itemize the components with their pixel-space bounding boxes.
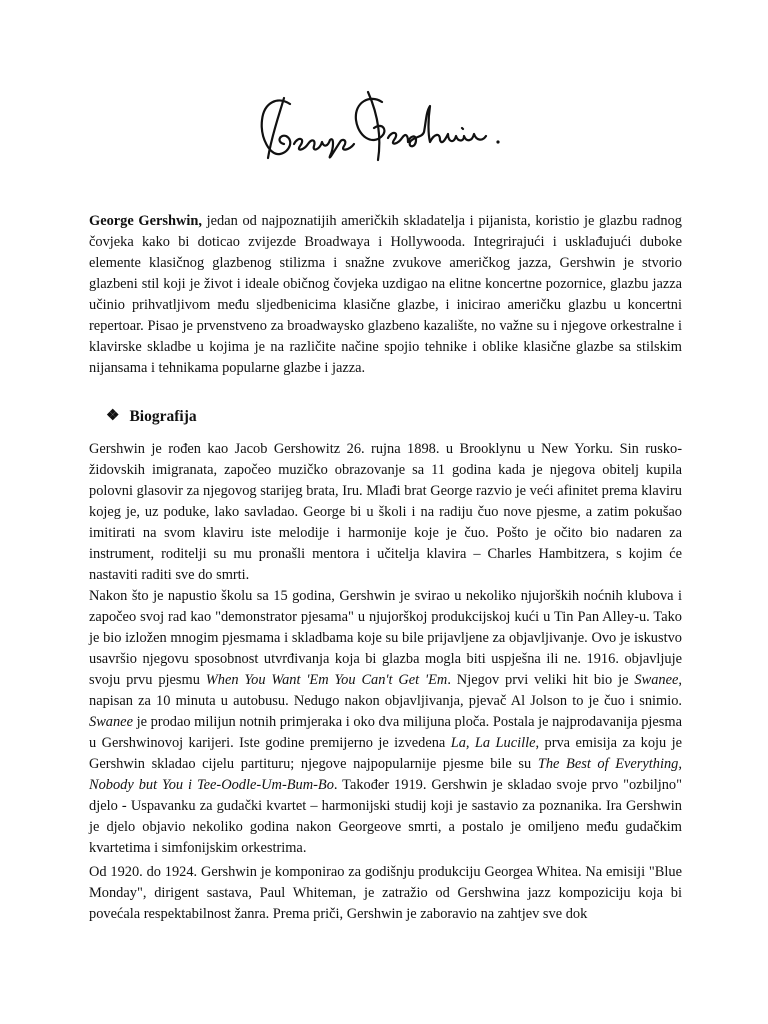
biography-paragraph-2	[89, 586, 682, 859]
section-title: Biografija	[129, 408, 197, 425]
p2-part-a: Nakon što je napustio školu sa 15 godina, Gershwin je svirao u nekoliko njujorških noćnih klubova i započeo svoj rad kao "demonstrator pjesama" u njujorškoj produkcijskoj kući u Tin Pan Alley-u. Tako je bio izložen mnogim pjesmama i skladbama koje su bile prijavljene za objavljivanje. Ovo je iskustvo usavršio njegovu sposobnost utvrđivanja koja bi glazba mogla biti uspješna ili ne. 1916. objavljuje svoju prvu pjesmu	[89, 588, 682, 688]
p2-part-f: . Također 1919. Gershwin je skladao svoje prvo "ozbiljno" djelo - Uspavanku za gudački kvartet – harmonijski studij koji je sastavio za poznanika. Ira Gershwin je djelo objavio nekoliko godina nakon Georgeove smrti, a postalo je omiljeno među gudačkim kvartetima i simfonijskim orkestrima.	[89, 777, 682, 856]
song-title: Swanee	[89, 714, 133, 730]
signature-svg	[250, 86, 520, 166]
p2-part-d: je prodao milijun notnih primjeraka i oko dva milijuna ploča. Postala je najprodavanija pjesma u Gershwinovoj karijeri. Iste godine premijerno je izvedena	[89, 714, 682, 751]
biography-paragraph-1-text: Gershwin je rođen kao Jacob Gershowitz 26. rujna 1898. u Brooklynu u New Yorku. Sin rusko-židovskih imigranata, započeo muzičko obrazovanje sa 11 godina kada je njegova obitelj kupila polovni glasovir za njegovog starijeg brata, Iru. Mlađi brat George razvio je veći afinitet prema klaviru kojeg je, uz poduke, lako savladao. George bi u školi i na radiju čuo nove pjesme, a zatim pokušao imitirati na svom klaviru iste melodije i harmonije koje je čuo. Pošto je očito bio nadaren za instrument, roditelji su mu pronašli mentora i učitelja klavira – Charles Hambitzera, s kojim će nastaviti raditi sve do smrti.	[89, 441, 682, 583]
song-title: When You Want 'Em You Can't Get 'Em	[205, 672, 448, 688]
biography-paragraph-3	[89, 862, 682, 925]
section-heading	[106, 406, 197, 427]
biography-paragraph-1	[89, 439, 682, 586]
p2-part-b: . Njegov prvi veliki hit bio je	[447, 672, 635, 688]
show-title: La, La Lucille	[450, 735, 536, 751]
p2-part-e: , prva emisija za koju je Gershwin skladao cijelu partituru; njegove najpopularnije pjesme bile su	[89, 735, 682, 772]
p2-part-c: , napisan za 10 minuta u autobusu. Nedugo nakon objavljivanja, pjevač Al Jolson to je čuo i snimio.	[89, 672, 682, 709]
song-title: The Best of Everything, Nobody but You i Tee-Oodle-Um-Bum-Bo	[89, 756, 682, 793]
diamond-bullet-icon: ❖	[106, 408, 120, 424]
song-title: Swanee	[634, 672, 679, 688]
biography-paragraph-3-text: Od 1920. do 1924. Gershwin je komponirao za godišnju produkciju Georgea Whitea. Na emisiji "Blue Monday", dirigent sastava, Paul Whiteman, je zatražio od Gershwina jazz kompoziciju koja bi povećala respektabilnost žanra. Prema priči, Gershwin je zaboravio na zahtjev sve dok	[89, 864, 682, 922]
intro-text: jedan od najpoznatijih američkih skladatelja i pijanista, koristio je glazbu radnog čovjeka kako bi doticao zvijezde Broadwaya i Hollywooda. Integrirajući i usklađujući duboke elemente klasičnog glazbenog stilizma i snažne zvukove američkog jazza, Gershwin je stvorio glazbeni stil koji je život i ideale običnog čovjeka uzdigao na elitne koncertne pozornice, glazbu jazza učinio prihvatljivom među sljedbenicima klasične glazbe, i inicirao američku glazbu u koncertni repertoar. Pisao je prvenstveno za broadwaysko glazbeno kazalište, no važne su i njegove orkestralne i klavirske skladbe u kojima je na različite načine spojio tehnike i oblike klasične glazbe sa stilskim nijansama i tehnikama popularne glazbe i jazza.	[89, 213, 682, 376]
intro-paragraph	[89, 211, 682, 379]
intro-name: George Gershwin,	[89, 213, 202, 229]
signature-image	[250, 86, 520, 166]
